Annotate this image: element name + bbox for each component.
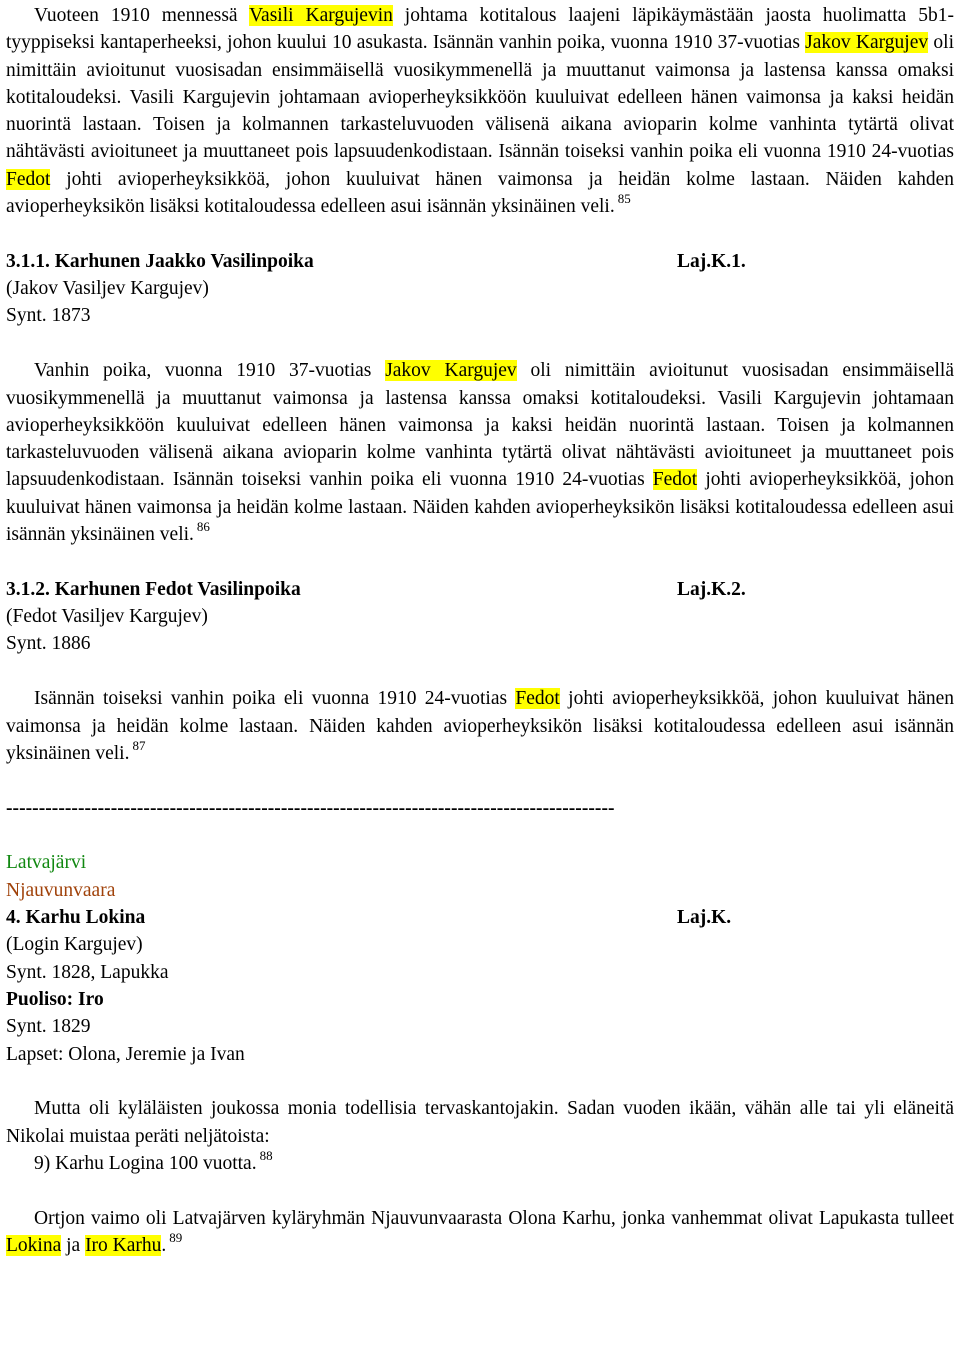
- highlight-name: Lokina: [6, 1234, 62, 1256]
- section-code: Laj.K.1.: [677, 250, 746, 272]
- section-code: Laj.K.: [677, 907, 732, 929]
- birth-year: Synt. 1886: [6, 633, 91, 655]
- alt-name: (Jakov Vasiljev Kargujev): [6, 278, 209, 300]
- spouse-birth: Synt. 1829: [6, 1016, 91, 1038]
- list-item: 9) Karhu Logina 100 vuotta. $^{88}$: [34, 1147, 273, 1174]
- highlight-name: Vasili Kargujevin: [249, 5, 393, 26]
- footnote-ref: 88: [259, 1147, 273, 1163]
- highlight-name: Iro Karhu: [85, 1234, 162, 1256]
- document-page: [0, 2, 960, 1346]
- highlight-name: Fedot: [6, 168, 51, 190]
- intro-paragraph: Vuoteen 1910 mennessä Vasili Kargujevin johtama kotitalous laajeni läpikäymästään jaosta huolimatta 5b1-tyyppiseksi kantaperheeksi, johon kuului 10 asukasta. Isännän vanhin poika, vuonna 1910 37-vuotias Jakov Kargujev oli nimittäin avioitunut vuosisadan ensimmäisellä vuosikymmenellä ja muuttanut vaimonsa ja lastensa kanssa omaksi kotitaloudeksi. Vasili Kargujevin johtamaan avioperheyksikköön kuuluivat edelleen hänen vaimonsa ja kaksi heidän nuorintä lastaan. Toisen ja kolmannen tarkasteluvuoden välisenä aikana avioparin kolme vanhinta tytärtä olivat nähtävästi avioituneet ja muuttaneet pois lapsuudenkodistaan. Isännän toiseksi vanhin poika eli vuonna 1910 24-vuotias Fedot johti avioperheyksikköä, johon kuuluivat hänen vaimonsa ja heidän kolme lastaan. Näiden kahden avioperheyksikön lisäksi kotitaloudessa edelleen asui isännän yksinäinen veli. $^{85}$: [6, 5, 954, 218]
- alt-name: (Login Kargujev): [6, 934, 143, 956]
- section-code: Laj.K.2.: [677, 578, 746, 600]
- section-heading: [6, 904, 954, 931]
- highlight-name: Jakov Kargujev: [385, 360, 517, 382]
- section-title: 3.1.2. Karhunen Fedot Vasilinpoika: [6, 578, 301, 600]
- section-title: 3.1.1. Karhunen Jaakko Vasilinpoika: [6, 250, 314, 272]
- birth-year: Synt. 1873: [6, 305, 91, 327]
- section-paragraph: Mutta oli kyläläisten joukossa monia todellisia tervaskantojakin. Sadan vuoden ikään, vähän alle tai yli eläneitä Nikolai muistaa peräti neljätoista:: [6, 1098, 954, 1147]
- footnote-ref: 85: [617, 191, 631, 207]
- section-title: 4. Karhu Lokina: [6, 907, 146, 929]
- section-paragraph: Ortjon vaimo oli Latvajärven kyläryhmän Njauvunvaarasta Olona Karhu, jonka vanhemmat olivat Lapukasta tulleet Lokina ja Iro Karhu. $^{89}$: [6, 1207, 954, 1256]
- hamlet-name: Njauvunvaara: [6, 879, 116, 901]
- spouse: Puoliso: Iro: [6, 988, 104, 1010]
- section-heading: [6, 576, 954, 603]
- highlight-name: Fedot: [515, 688, 560, 710]
- section-heading: [6, 248, 954, 275]
- footnote-ref: 89: [169, 1229, 183, 1245]
- separator-line: ---------------------------------------------------------------------------------------------: [6, 797, 615, 819]
- birth-info: Synt. 1828, Lapukka: [6, 961, 169, 983]
- footnote-ref: 87: [132, 737, 146, 753]
- village-name: Latvajärvi: [6, 852, 87, 874]
- section-paragraph: Isännän toiseksi vanhin poika eli vuonna 1910 24-vuotias Fedot johti avioperheyksikköä, johon kuuluivat hänen vaimonsa ja heidän kolme lastaan. Näiden kahden avioperheyksikön lisäksi kotitaloudessa edelleen asui isännän yksinäinen veli. $^{87}$: [6, 688, 955, 764]
- children: Lapset: Olona, Jeremie ja Ivan: [6, 1043, 245, 1065]
- highlight-name: Jakov Kargujev: [805, 32, 929, 54]
- section-paragraph: Vanhin poika, vuonna 1910 37-vuotias Jakov Kargujev oli nimittäin avioitunut vuosisadan ensimmäisellä vuosikymmenellä ja muuttanut vaimonsa ja lastensa kanssa omaksi kotitaloudeksi. Vasili Kargujevin johtamaan avioperheyksikköön kuuluivat edelleen hänen vaimonsa ja kaksi heidän nuorintä lastaan. Toisen ja kolmannen tarkasteluvuoden välisenä aikana avioparin kolme vanhinta tytärtä olivat nähtävästi avioituneet ja muuttaneet pois lapsuudenkodistaan. Isännän toiseksi vanhin poika eli vuonna 1910 24-vuotias Fedot johti avioperheyksikköä, johon kuuluivat hänen vaimonsa ja heidän kolme lastaan. Näiden kahden avioperheyksikön lisäksi kotitaloudessa edelleen asui isännän yksinäinen veli. $^{86}$: [6, 360, 954, 546]
- alt-name: (Fedot Vasiljev Kargujev): [6, 606, 208, 628]
- footnote-ref: 86: [196, 519, 210, 535]
- highlight-name: Fedot: [652, 469, 698, 491]
